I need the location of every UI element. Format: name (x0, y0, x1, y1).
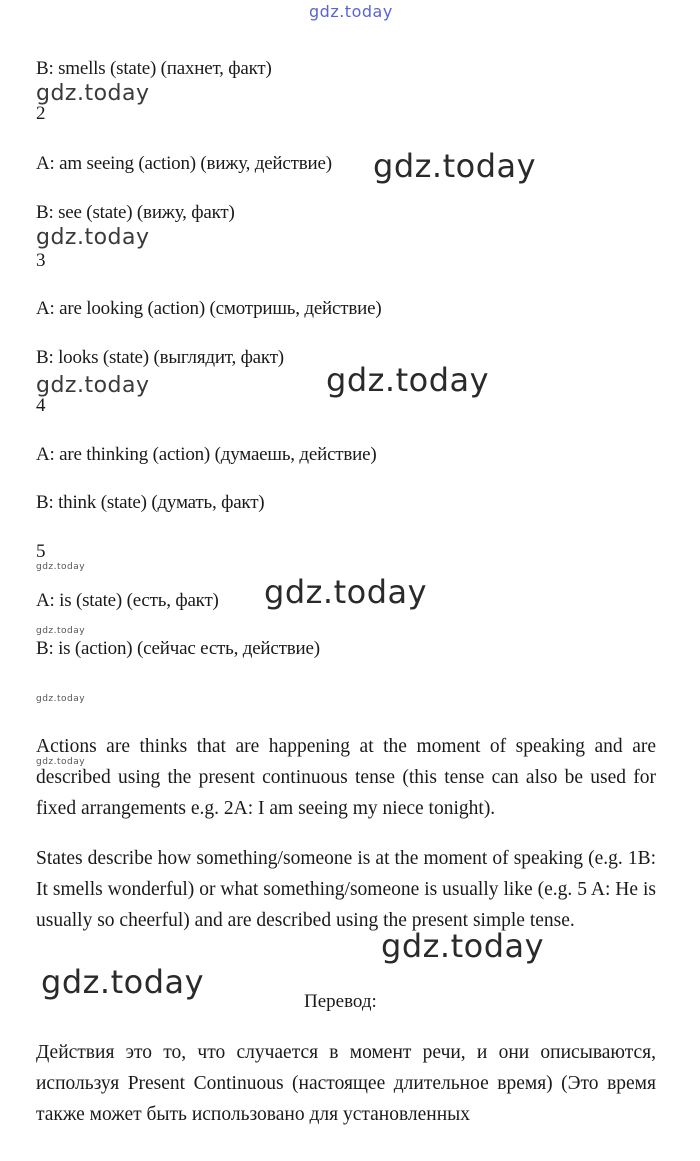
answer-5b: B: is (action) (сейчас есть, действие) (36, 638, 320, 659)
watermark: gdz.today (36, 225, 150, 250)
states-paragraph: States describe how something/someone is at the moment of speaking (e.g. 1B: It smells wonderful) or what something/someone is usually like (e.g. 5 A: He is usually so cheerful) and are described using the present simple tense. (36, 848, 656, 931)
watermark: gdz.today (373, 147, 537, 185)
watermark: gdz.today (36, 757, 86, 767)
watermark: gdz.today (36, 562, 86, 572)
answer-3a: A: are looking (action) (смотришь, действие) (36, 298, 382, 319)
answer-4a: A: are thinking (action) (думаешь, действие) (36, 444, 377, 465)
answer-3b: B: looks (state) (выглядит, факт) (36, 347, 284, 368)
watermark: gdz.today (36, 373, 150, 398)
watermark-top: gdz.today (309, 2, 393, 21)
watermark: gdz.today (41, 963, 205, 1001)
answer-4b: B: think (state) (думать, факт) (36, 492, 265, 513)
answer-2b: B: see (state) (вижу, факт) (36, 202, 235, 223)
watermark: gdz.today (36, 81, 150, 106)
translation-heading: Перевод: (304, 991, 377, 1012)
actions-paragraph: Actions are thinks that are happening at the moment of speaking and are described using the present continuous tense (this tense can also be used for fixed arrangements e.g. 2A: I am seeing my niece tonight). (36, 736, 656, 819)
watermark: gdz.today (36, 694, 86, 704)
item-number-4: 4 (36, 395, 46, 416)
watermark: gdz.today (326, 361, 490, 399)
item-number-3: 3 (36, 250, 46, 271)
translation-paragraph: Действия это то, что случается в момент речи, и они описываются, используя Present Continuous (настоящее длительное время) (Это время также может быть использовано для установленных (36, 1042, 656, 1125)
item-number-5: 5 (36, 541, 46, 562)
item-number-2: 2 (36, 103, 46, 124)
watermark: gdz.today (264, 573, 428, 611)
answer-2a: A: am seeing (action) (вижу, действие) (36, 153, 332, 174)
answer-1b: B: smells (state) (пахнет, факт) (36, 58, 272, 79)
watermark: gdz.today (36, 626, 86, 636)
answer-5a: A: is (state) (есть, факт) (36, 590, 219, 611)
watermark: gdz.today (381, 927, 545, 965)
